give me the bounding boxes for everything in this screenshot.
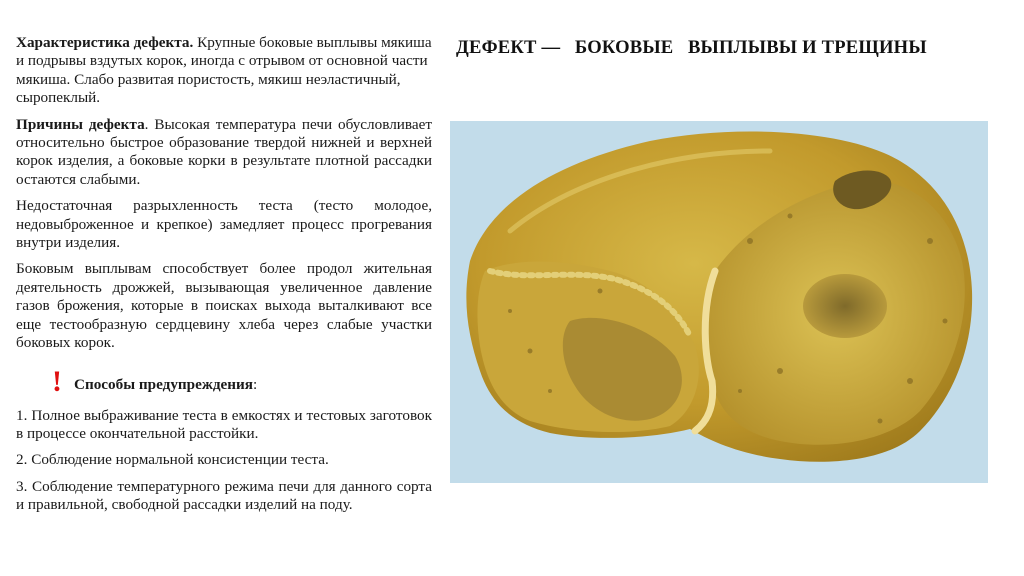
bread-loaf-illustration (450, 121, 988, 483)
exclamation-icon: ! (52, 364, 62, 398)
causes-label: Причины дефекта (16, 115, 145, 133)
yeast-paragraph: Боковым выплывам способствует более продол жительная деятельность дрожжей, вызывающая увеличенное давление газов брожения, которые в поисках выхода выталкивают все еще тестообразную сердцевину хлеба через слабые участки боковых корок. (16, 260, 432, 352)
characteristic-label: Характеристика дефекта. (16, 34, 194, 51)
slide-title: ДЕФЕКТ — БОКОВЫЕ ВЫПЛЫВЫ И ТРЕЩИНЫ (456, 37, 927, 58)
cavity (803, 274, 887, 338)
characteristic-paragraph (16, 34, 432, 108)
causes-paragraph (16, 116, 432, 190)
prevention-colon: : (253, 376, 258, 394)
bread-defect-photo (450, 121, 988, 483)
characteristic-text: Крупные боковые выплывы мякиша и подрывы вздутых корок, иногда с отрывом от основной части мякиша. Слабо развитая пористость, мякиш неэластичный, сыропеклый. (16, 34, 432, 107)
text-column (16, 34, 432, 523)
causes-text: . Высокая температура печи обусловливает относительно быстрое образование твердой нижней и верхней корок изделия, а боковые корки в результате плотной рассадки остаются слабыми. (16, 115, 432, 188)
dough-paragraph: Недостаточная разрыхленность теста (тесто молодое, недовыброженное и крепкое) замедляет процесс прогревания внутри изделия. (16, 197, 432, 252)
prevention-item-2: 2. Соблюдение нормальной консистенции теста. (16, 451, 329, 469)
prevention-item-1: 1. Полное выбраживание теста в емкостях и тестовых заготовок в процессе окончательной расстойки. (16, 406, 432, 442)
prevention-item-3: 3. Соблюдение температурного режима печи для данного сорта и правильной, свободной рассадки изделий на поду. (16, 477, 432, 514)
prevention-label: Способы предупреждения (74, 376, 254, 394)
prevention-heading (16, 364, 432, 398)
